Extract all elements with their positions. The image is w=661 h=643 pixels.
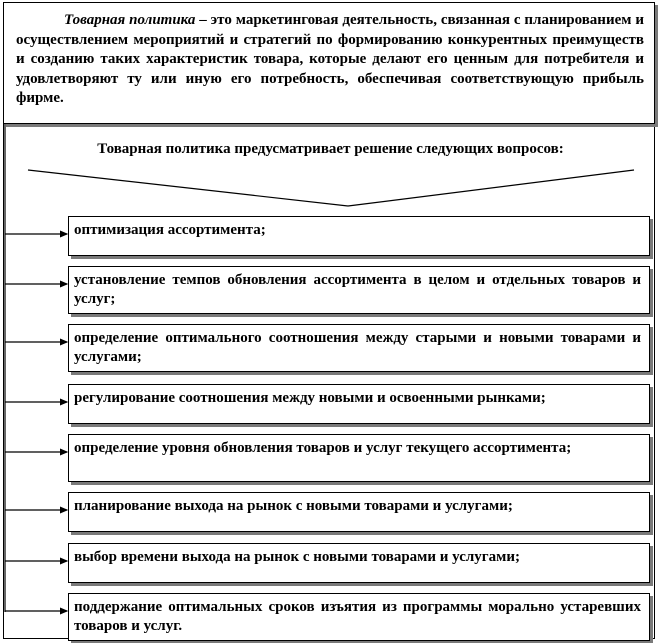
list-item: определение уровня обновления товаров и услуг текущего ассортимента; [68,434,650,482]
definition-term: Товарная политика [64,12,196,28]
item-arrows [5,234,67,611]
list-item: планирование выхода на рынок с новыми товарами и услугами; [68,492,650,532]
list-item: оптимизация ассортимента; [68,216,650,256]
list-item: поддержание оптимальных сроков изъятия из программы морально устаревших товаров и услуг. [68,593,650,641]
funnel-right-line [348,170,634,206]
list-item: установление темпов обновления ассортимента в целом и отдельных товаров и услуг; [68,266,650,314]
list-item: выбор времени выхода на рынок с новыми товарами и услугами; [68,543,650,583]
definition-text: – это маркетинговая деятельность, связанная с планированием и осуществлением мероприятий и стратегий по формированию конкурентных преимуществ и созданию таких характеристик товара, которые делают его ценным для потребителя и удовлетворяют ту или иную его потребность, обеспечивая соответствующую прибыль фирме. [16,12,644,106]
list-item: определение оптимального соотношения между старыми и новыми товарами и услугами; [68,324,650,372]
funnel-left-line [28,170,348,206]
list-item: регулирование соотношения между новыми и освоенными рынками; [68,384,650,424]
subtitle: Товарная политика предусматривает решение следующих вопросов: [97,141,564,157]
